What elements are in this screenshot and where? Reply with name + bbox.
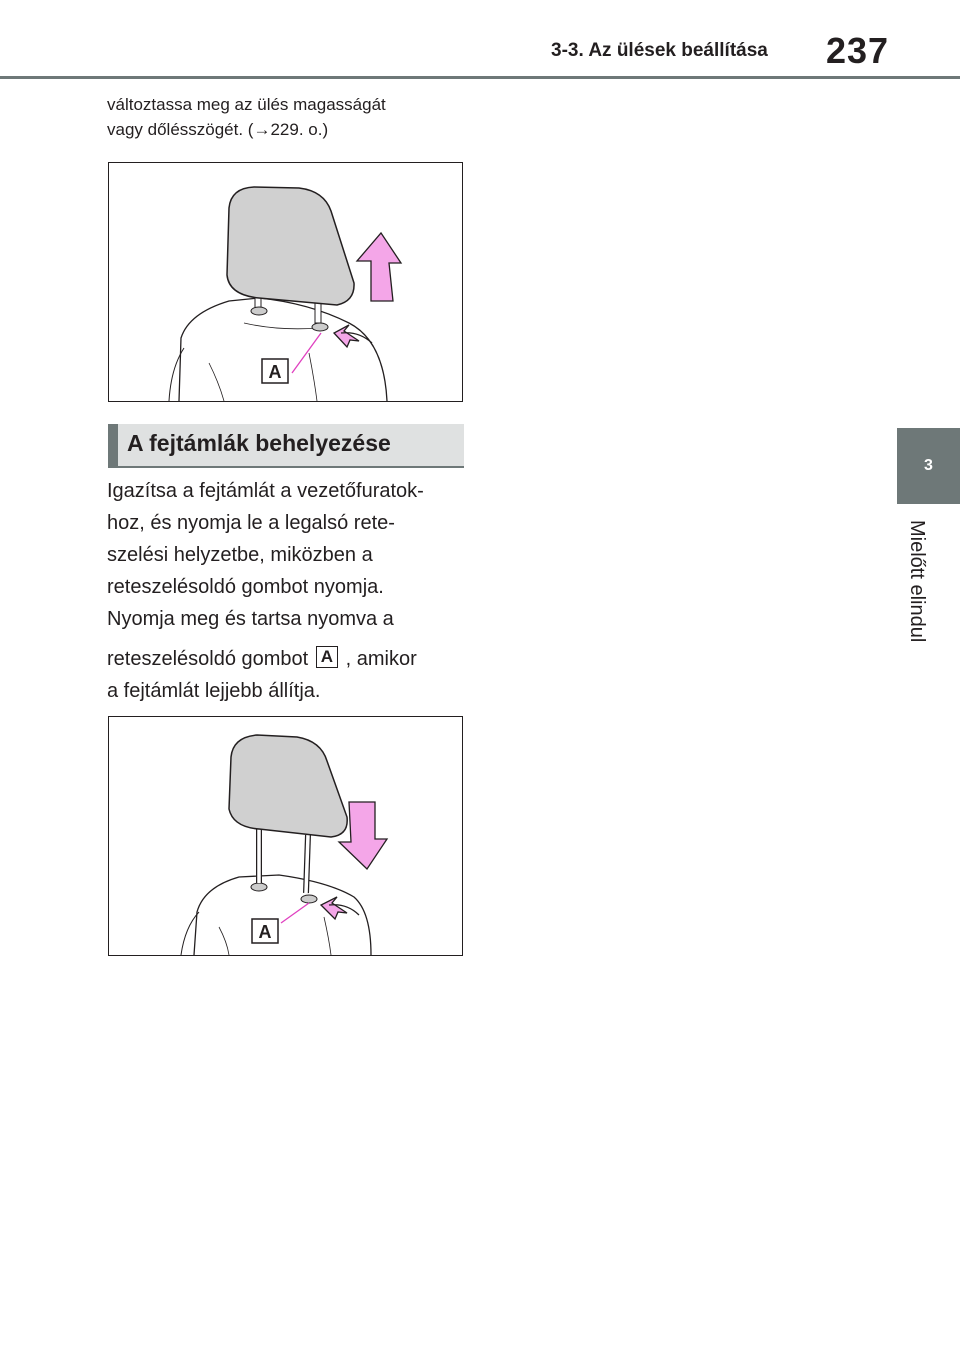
- body-line: [107, 643, 472, 675]
- body-line: szelési helyzetbe, miközben a: [107, 544, 373, 566]
- page-number: 237: [826, 30, 890, 71]
- intro-line: változtassa meg az ülés magasságát: [107, 95, 386, 114]
- body-text: [107, 475, 472, 707]
- body-line-part: , amikor: [345, 648, 417, 670]
- callout-label: A: [268, 362, 282, 382]
- section-heading: [108, 424, 464, 468]
- body-line: a fejtámlát lejjebb állítja.: [107, 680, 321, 702]
- headrest-lower-illustration: [108, 716, 463, 956]
- body-line: Nyomja meg és tartsa nyomva a: [107, 608, 394, 630]
- chapter-tab: 3: [897, 428, 960, 504]
- header-section-title: 3-3. Az ülések beállítása: [551, 40, 768, 61]
- chapter-title: Mielőtt elindul: [906, 520, 928, 643]
- body-line: Igazítsa a fejtámlát a vezetőfuratok-: [107, 480, 424, 502]
- body-line: hoz, és nyomja le a legalsó rete-: [107, 512, 395, 534]
- body-line-part: reteszelésoldó gombot: [107, 648, 309, 670]
- inline-callout-label: A: [316, 646, 338, 668]
- headrest-raise-illustration: [108, 162, 463, 402]
- section-heading-title: A fejtámlák behelyezése: [127, 430, 391, 456]
- header-rule: [0, 76, 960, 79]
- intro-line: vagy dőlésszögét. (→229. o.): [107, 120, 329, 139]
- section-heading-bar: [108, 424, 118, 466]
- intro-text: [107, 92, 477, 142]
- headrest-raise-drawing: [109, 163, 462, 401]
- headrest-lower-drawing: [109, 717, 462, 955]
- body-line: reteszelésoldó gombot nyomja.: [107, 576, 384, 598]
- callout-label: A: [258, 922, 272, 942]
